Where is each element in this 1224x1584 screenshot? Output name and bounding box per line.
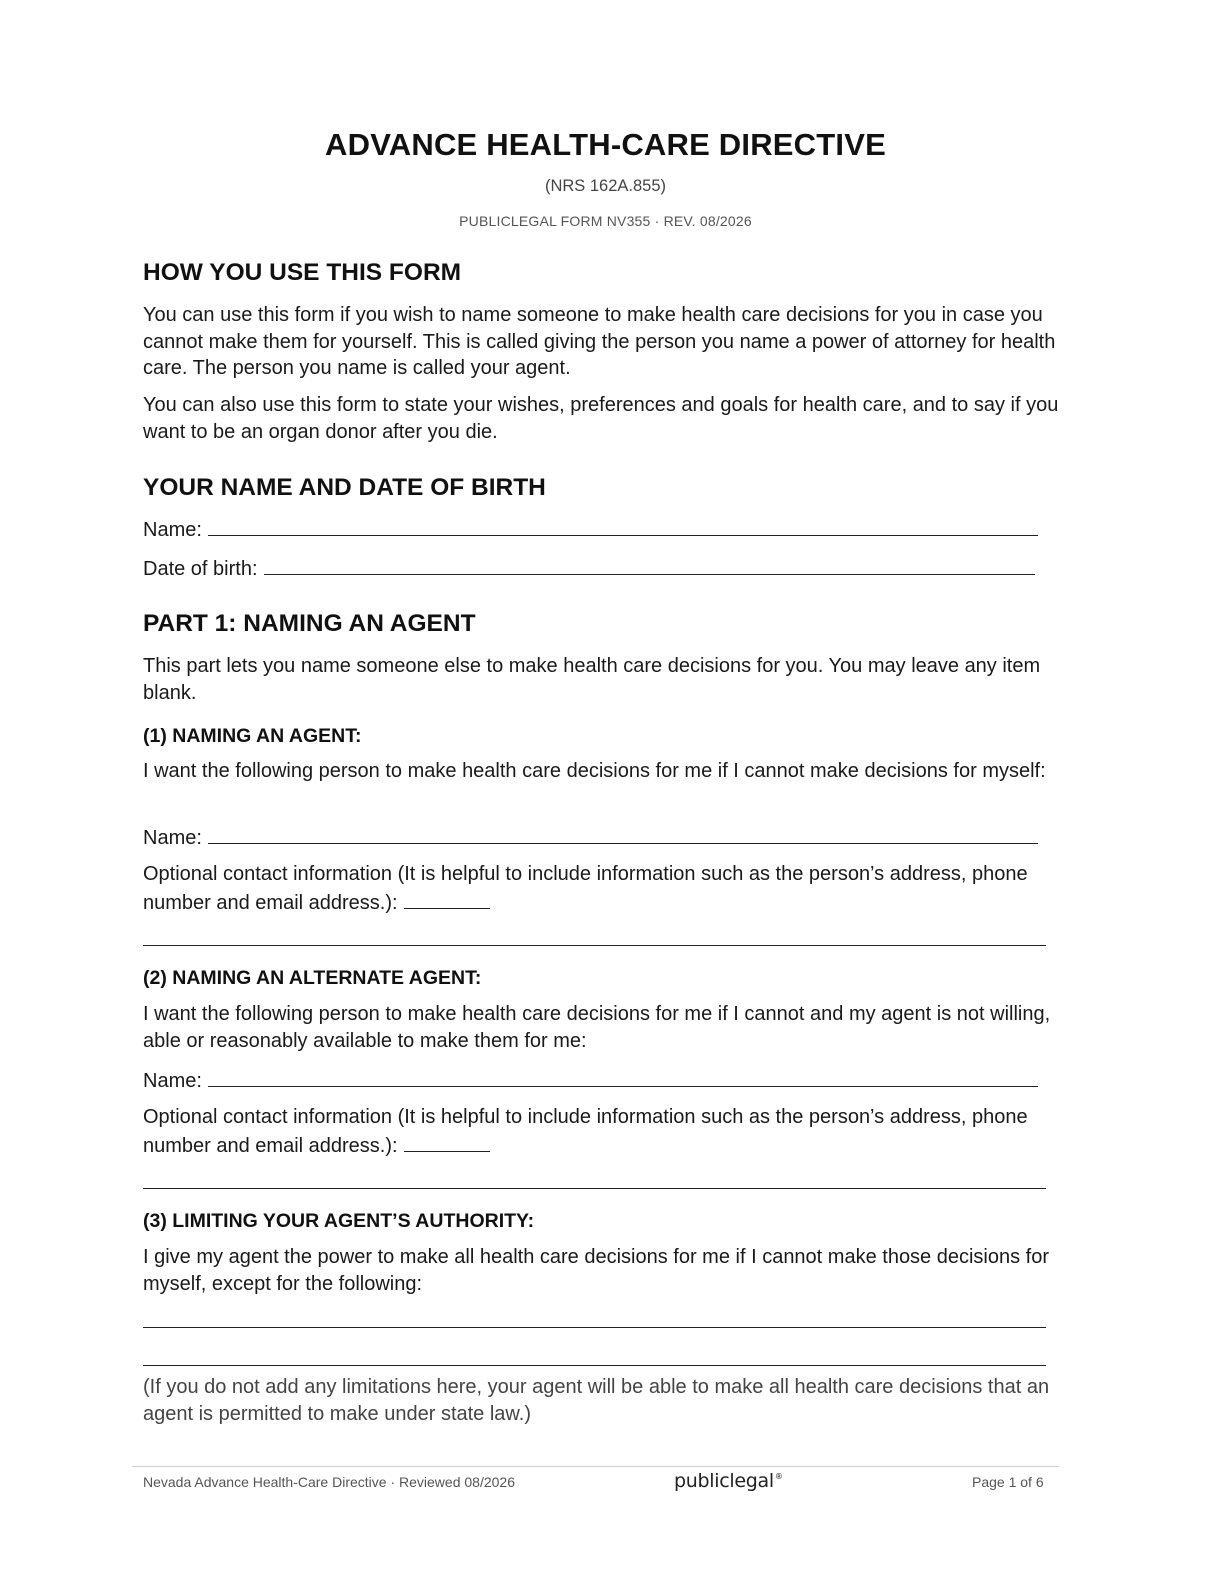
section-heading-identity: YOUR NAME AND DATE OF BIRTH bbox=[143, 474, 546, 501]
subheading-alternate-agent: (2) NAMING AN ALTERNATE AGENT: bbox=[143, 967, 482, 989]
date-of-birth-row bbox=[143, 553, 1035, 582]
limits-line-2[interactable] bbox=[143, 1365, 1046, 1366]
agent-contact-line[interactable] bbox=[143, 945, 1046, 946]
limits-note: (If you do not add any limitations here, your agent will be able to make all health care decisions that an agent is permitted to make under state law.) bbox=[143, 1376, 1050, 1425]
alternate-contact-field[interactable] bbox=[404, 1131, 490, 1152]
agent-name-row bbox=[143, 822, 1038, 851]
your-name-field[interactable] bbox=[208, 514, 1038, 536]
date-of-birth-field[interactable] bbox=[264, 553, 1035, 575]
limits-line-1[interactable] bbox=[143, 1327, 1046, 1328]
subheading-naming-agent: (1) NAMING AN AGENT: bbox=[143, 725, 362, 747]
agent-contact-field[interactable] bbox=[404, 888, 490, 909]
brand-logo-mark: ® bbox=[774, 1472, 783, 1481]
alternate-contact-label: Optional contact information (It is helpful to include information such as the person’s address, phone number and email address.): bbox=[143, 1106, 1028, 1157]
part1-intro: This part lets you name someone else to make health care decisions for you. You may leave any item blank. bbox=[143, 655, 1041, 704]
alternate-contact-row bbox=[143, 1104, 1068, 1159]
your-name-row bbox=[143, 514, 1038, 543]
section-heading-how-to: HOW YOU USE THIS FORM bbox=[143, 259, 462, 286]
agent-instruction: I want the following person to make health care decisions for me if I cannot make decisions for myself: bbox=[143, 760, 1046, 782]
brand-logo bbox=[674, 1470, 783, 1492]
date-of-birth-label: Date of birth: bbox=[143, 558, 258, 580]
how-to-paragraph-1: You can use this form if you wish to name someone to make health care decisions for you in case you cannot make them for yourself. This is called giving the person you name a power of attorney for health care. The person you name is called your agent. bbox=[143, 304, 1056, 379]
alternate-name-field[interactable] bbox=[208, 1065, 1038, 1087]
brand-logo-text: publiclegal bbox=[674, 1470, 774, 1492]
your-name-label: Name: bbox=[143, 519, 202, 541]
alternate-name-row bbox=[143, 1065, 1038, 1094]
document-title: ADVANCE HEALTH-CARE DIRECTIVE bbox=[325, 127, 886, 162]
page-number: Page 1 of 6 bbox=[972, 1474, 1044, 1490]
form-revision-line: PUBLICLEGAL FORM NV355 · REV. 08/2026 bbox=[459, 213, 752, 229]
alternate-name-label: Name: bbox=[143, 1070, 202, 1092]
section-heading-part1: PART 1: NAMING AN AGENT bbox=[143, 610, 476, 637]
agent-contact-row bbox=[143, 861, 1068, 916]
footer-divider bbox=[132, 1466, 1059, 1467]
subheading-limiting-authority: (3) LIMITING YOUR AGENT’S AUTHORITY: bbox=[143, 1210, 535, 1232]
alternate-contact-line[interactable] bbox=[143, 1188, 1046, 1189]
limits-instruction: I give my agent the power to make all health care decisions for me if I cannot make those decisions for myself, except for the following: bbox=[143, 1246, 1050, 1295]
footer-document-name: Nevada Advance Health-Care Directive · Reviewed 08/2026 bbox=[143, 1474, 515, 1490]
agent-name-field[interactable] bbox=[208, 822, 1038, 844]
statute-reference: (NRS 162A.855) bbox=[544, 177, 667, 195]
how-to-paragraph-2: You can also use this form to state your wishes, preferences and goals for health care, and to say if you want to be an organ donor after you die. bbox=[143, 394, 1059, 443]
alternate-instruction: I want the following person to make health care decisions for me if I cannot and my agent is not willing, able or reasonably available to make them for me: bbox=[143, 1003, 1051, 1052]
agent-contact-label: Optional contact information (It is helpful to include information such as the person’s address, phone number and email address.): bbox=[143, 863, 1028, 914]
agent-name-label: Name: bbox=[143, 827, 202, 849]
